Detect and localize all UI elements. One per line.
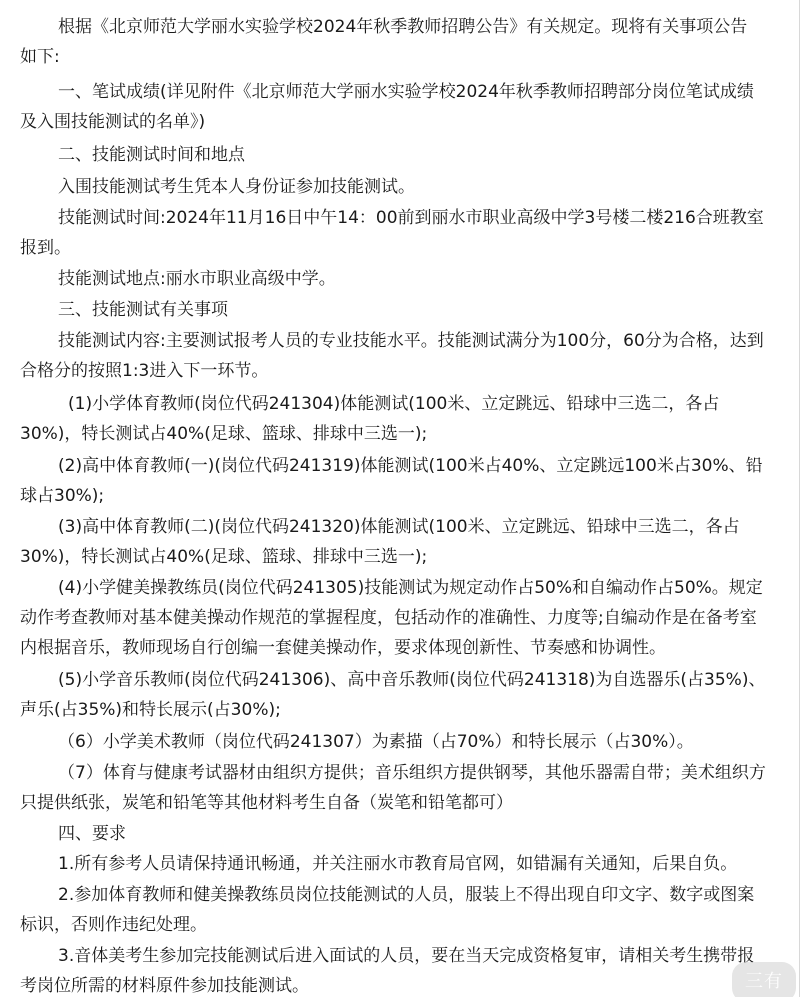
- requirement-line: 标识，否则作违纪处理。: [20, 915, 207, 935]
- list-item-line: （7）体育与健康考试器材由组织方提供；音乐组织方提供钢琴，其他乐器需自带；美术组织方: [58, 763, 766, 783]
- list-item-line: 只提供纸张，炭笔和铅笔等其他材料考生自备（炭笔和铅笔都可）: [20, 793, 513, 813]
- section-heading: 二、技能测试时间和地点: [58, 145, 245, 165]
- list-item-line: (1)小学体育教师(岗位代码241304)体能测试(100米、立定跳远、铅球中三选二，各占: [68, 394, 720, 414]
- list-item-line: 30%)，特长测试占40%(足球、篮球、排球中三选一);: [20, 424, 428, 444]
- list-item-line: 动作考查教师对基本健美操动作规范的掌握程度，包括动作的准确性、力度等;自编动作是在备考室: [20, 608, 757, 628]
- list-item-line: 内根据音乐，教师现场自行创编一套健美操动作，要求体现创新性、节奏感和协调性。: [20, 638, 666, 658]
- section-heading: 一、笔试成绩(详见附件《北京师范大学丽水实验学校2024年秋季教师招聘部分岗位笔试成绩: [58, 82, 754, 102]
- paragraph-line: 技能测试内容:主要测试报考人员的专业技能水平。技能测试满分为100分，60分为合格，达到: [58, 331, 764, 351]
- list-item-line: (4)小学健美操教练员(岗位代码241305)技能测试为规定动作占50%和自编动作占50%。规定: [58, 578, 763, 598]
- paragraph-line: 合格分的按照1:3进入下一环节。: [20, 361, 269, 381]
- list-item-line: (2)高中体育教师(一)(岗位代码241319)体能测试(100米占40%、立定跳远100米占30%、铅: [58, 456, 763, 476]
- paragraph-line: 如下:: [20, 47, 60, 67]
- list-item-line: 30%)，特长测试占40%(足球、篮球、排球中三选一);: [20, 547, 428, 567]
- site-watermark: 三有: [732, 962, 796, 997]
- paragraph-line: 报到。: [20, 238, 71, 258]
- list-item-line: 声乐(占35%)和特长展示(占30%);: [20, 700, 281, 720]
- paragraph-line: 技能测试时间:2024年11月16日中午14：00前到丽水市职业高级中学3号楼二楼216合班教室: [58, 208, 764, 228]
- requirement-line: 1.所有参考人员请保持通讯畅通，并关注丽水市教育局官网，如错漏有关通知，后果自负。: [58, 854, 738, 874]
- paragraph-line: 技能测试地点:丽水市职业高级中学。: [58, 269, 336, 289]
- list-item-line: 球占30%);: [20, 486, 105, 506]
- section-heading: 四、要求: [58, 824, 126, 844]
- requirement-line: 3.音体美考生参加完技能测试后进入面试的人员，要在当天完成资格复审，请相关考生携带报: [58, 946, 755, 966]
- paragraph-line: 及入围技能测试的名单》): [20, 112, 206, 132]
- requirement-line: 2.参加体育教师和健美操教练员岗位技能测试的人员，服装上不得出现自印文字、数字或图案: [58, 885, 755, 905]
- paragraph-line: 入围技能测试考生凭本人身份证参加技能测试。: [58, 177, 415, 197]
- list-item-line: （6）小学美术教师（岗位代码241307）为素描（占70%）和特长展示（占30%）。: [58, 732, 694, 752]
- list-item-line: (3)高中体育教师(二)(岗位代码241320)体能测试(100米、立定跳远、铅球中三选二，各占: [58, 517, 740, 537]
- list-item-line: (5)小学音乐教师(岗位代码241306)、高中音乐教师(岗位代码241318)为自选器乐(占35%)、: [58, 670, 766, 690]
- section-heading: 三、技能测试有关事项: [58, 300, 228, 320]
- requirement-line: 考岗位所需的材料原件参加技能测试。: [20, 976, 309, 996]
- paragraph-line: 根据《北京师范大学丽水实验学校2024年秋季教师招聘公告》有关规定。现将有关事项公告: [58, 17, 748, 37]
